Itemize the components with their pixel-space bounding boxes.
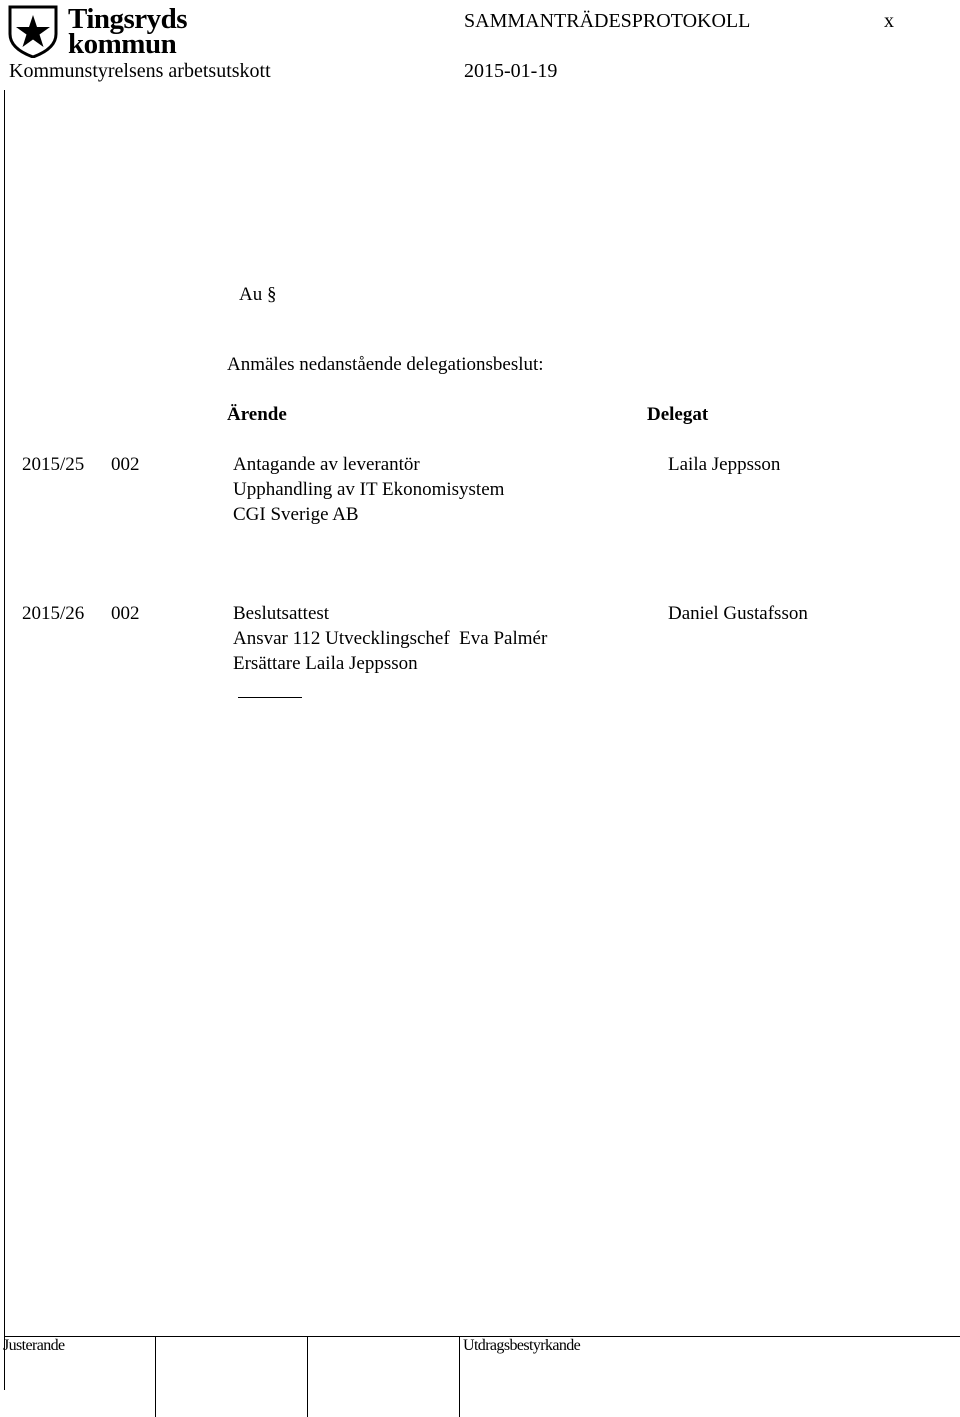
item-diarienummer: 2015/25 xyxy=(22,454,85,475)
item-description-line: Ersättare Laila Jeppsson xyxy=(233,653,418,674)
municipality-logo xyxy=(6,3,206,60)
item-description-line: Beslutsattest xyxy=(233,603,330,624)
item-description-line: Ansvar 112 Utvecklingschef Eva Palmér xyxy=(233,628,548,649)
item-description-line: CGI Sverige AB xyxy=(233,504,359,525)
column-header-arende: Ärende xyxy=(227,404,287,425)
item-diarienummer: 2015/26 xyxy=(22,603,85,624)
end-divider xyxy=(238,697,302,698)
signature-box-divider xyxy=(155,1336,156,1417)
paragraph-reference: Au § xyxy=(239,284,277,305)
checkbox-mark: x xyxy=(884,10,894,32)
item-code: 002 xyxy=(111,603,140,624)
signature-box-divider xyxy=(459,1336,460,1417)
meeting-date: 2015-01-19 xyxy=(464,60,558,82)
item-delegat: Daniel Gustafsson xyxy=(668,603,808,624)
left-margin-rule xyxy=(4,90,5,1390)
column-header-delegat: Delegat xyxy=(647,404,709,425)
committee-name: Kommunstyrelsens arbetsutskott xyxy=(9,60,271,82)
justerande-label: Justerande xyxy=(3,1337,65,1354)
item-code: 002 xyxy=(111,454,140,475)
signature-box-divider xyxy=(307,1336,308,1417)
intro-text: Anmäles nedanstående delegationsbeslut: xyxy=(227,354,544,375)
logo-text-line2: kommun xyxy=(68,28,177,60)
crown-star-shield-icon xyxy=(6,4,60,58)
item-description-line: Antagande av leverantör xyxy=(233,454,420,475)
document-type: SAMMANTRÄDESPROTOKOLL xyxy=(464,10,751,32)
item-delegat: Laila Jeppsson xyxy=(668,454,781,475)
item-description-line: Upphandling av IT Ekonomisystem xyxy=(233,479,505,500)
logo-text-line1: Tingsryds xyxy=(68,3,188,35)
utdragsbestyrkande-label: Utdragsbestyrkande xyxy=(463,1337,581,1354)
